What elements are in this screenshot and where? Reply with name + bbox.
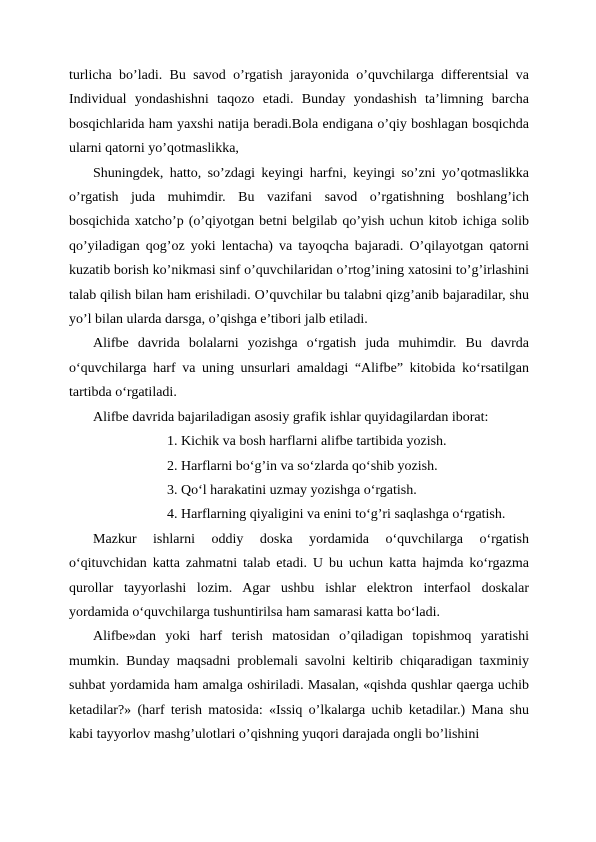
list-item: 2. Harflarni bo‘g’in va so‘zlarda qo‘shib yozish. (167, 458, 438, 474)
paragraph-alifbe-writing: Alifbe davrida bolalarni yozishga o‘rgatish juda muhimdir. Bu davrda o‘quvchilarga harf va uning unsurlari amaldagi “Alifbe” kitobida ko‘rsatilgan tartibda o‘rgatiladi. (69, 336, 529, 401)
document-page (69, 64, 529, 747)
paragraph-line-tracking: Shuningdek, hatto, so’zdagi keyingi harfni, keyingi so’zni yo’qotmaslikka o’rgatish juda muhimdir. Bu vazifani savod o’rgatishning boshlang’ich bosqichida xatcho’p (o’qiyotgan betni belgilab qo’yish uchun kitob ichiga solib qo’yiladigan qog’oz yoki lentacha) va tayoqcha bajaradi. O’qilayotgan qatorni kuzatib borish ko’nikmasi sinf o’quvchilaridan o’rtog’ining xatosini to’g’irlashini talab qilish bilan ham erishiladi. O’quvchilar bu talabni qizg’anib bajaradilar, shu yo’l bilan ularda darsga, o’qishga e’tibori jalb etiladi. (69, 165, 529, 328)
paragraph-interactive-board: Mazkur ishlarni oddiy doska yordamida o‘quvchilarga o‘rgatish o‘qituvchidan katta zahmatni talab etadi. U bu uchun katta hajmda ko‘rgazma qurollar tayyorlashi lozim. Agar ushbu ishlar elektron interfaol doskalar yordamida o‘quvchilarga tushuntirilsa ham samarasi katta bo‘ladi. (69, 531, 529, 620)
graphic-works-list (69, 430, 529, 528)
list-item: 4. Harflarning qiyaligini va enini to‘g’ri saqlashga o‘rgatish. (167, 507, 506, 523)
paragraph-continuation: turlicha bo’ladi. Bu savod o’rgatish jarayonida o’quvchilarga differentsial va Individual yondashishni taqozo etadi. Bunday yondashish ta’limning barcha bosqichlarida ham yaxshi natija beradi.Bola endigana o’qiy boshlagan bosqichda ularni qatorni yo’qotmaslikka, (69, 68, 529, 157)
list-item: 3. Qo‘l harakatini uzmay yozishga o‘rgatish. (167, 482, 417, 498)
list-item: 1. Kichik va bosh harflarni alifbe tartibida yozish. (167, 434, 447, 450)
paragraph-riddles: Alifbe»dan yoki harf terish matosidan o’qiladigan topishmoq yaratishi mumkin. Bunday maqsadni problemali savolni keltirib chiqaradigan taxminiy suhbat yordamida ham amalga oshiriladi. Masalan, «qishda qushlar qaerga uchib ketadilar?» (harf terish matosida: «Issiq o’lkalarga uchib ketadilar.) Mana shu kabi tayyorlov mashg’ulotlari o’qishning yuqori darajada ongli bo’lishini (69, 629, 529, 742)
paragraph-list-intro: Alifbe davrida bajariladigan asosiy grafik ishlar quyidagilardan iborat: (93, 409, 489, 425)
